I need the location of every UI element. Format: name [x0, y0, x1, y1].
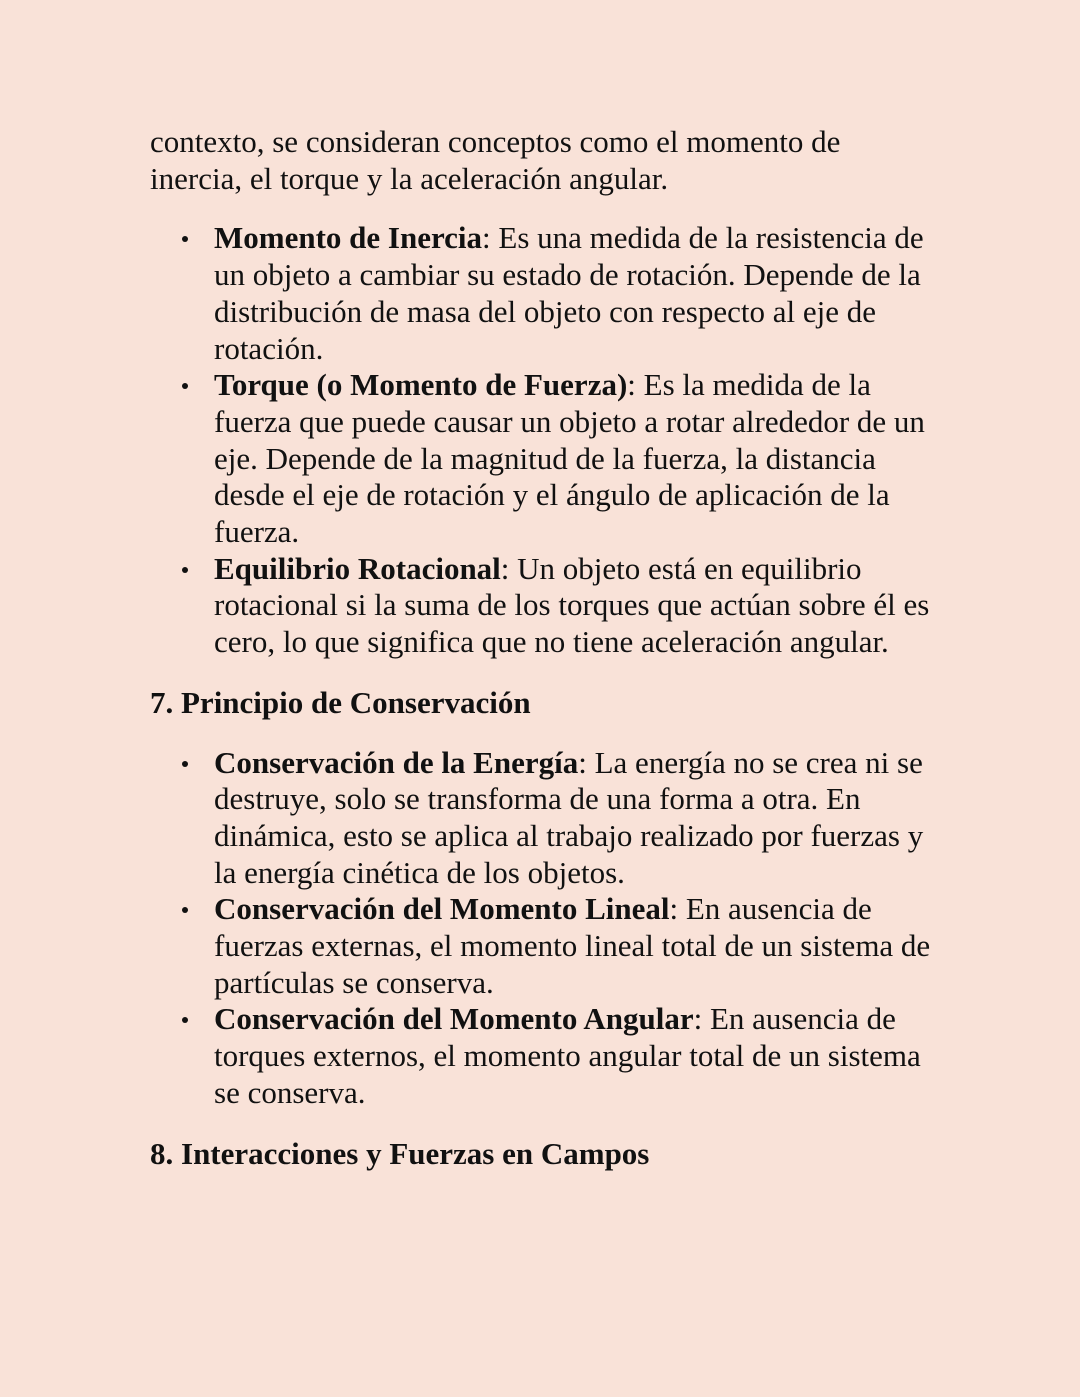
list-item [150, 367, 940, 551]
section-heading-7: 7. Principio de Conservación [150, 684, 531, 720]
bullet-icon [182, 567, 188, 573]
item-definition: : Es la medida de la fuerza que puede causar un objeto a rotar alrededor de un eje. Depende de la magnitud de la fuerza, la distancia desde el eje de rotación y el ángulo de aplicación de la fuerza. [214, 367, 925, 550]
item-definition: : En ausencia de torques externos, el momento angular total de un sistema se conserva. [214, 1001, 921, 1110]
item-definition: : En ausencia de fuerzas externas, el momento lineal total de un sistema de partículas se conserva. [214, 891, 931, 1000]
item-term: Conservación de la Energía [214, 744, 579, 780]
item-term: Torque (o Momento de Fuerza) [214, 367, 628, 403]
bullet-icon [182, 1017, 188, 1023]
item-term: Equilibrio Rotacional [214, 550, 501, 586]
rotational-concepts-list [150, 220, 940, 660]
list-item [150, 220, 940, 367]
list-item [150, 891, 940, 1001]
bullet-icon [182, 761, 188, 767]
item-term: Conservación del Momento Lineal [214, 891, 670, 927]
item-definition: : Un objeto está en equilibrio rotacional si la suma de los torques que actúan sobre él es cero, lo que significa que no tiene aceleración angular. [214, 550, 930, 660]
section-heading-8: 8. Interacciones y Fuerzas en Campos [150, 1135, 650, 1171]
bullet-icon [182, 236, 188, 242]
item-term: Momento de Inercia [214, 220, 483, 256]
intro-paragraph: contexto, se consideran conceptos como el momento de inercia, el torque y la aceleración angular. [150, 124, 841, 196]
bullet-icon [182, 907, 188, 913]
list-item [150, 745, 940, 892]
list-item [150, 1001, 940, 1111]
document-page [150, 124, 940, 1172]
item-term: Conservación del Momento Angular [214, 1001, 694, 1037]
list-item [150, 551, 940, 661]
conservation-list [150, 745, 940, 1112]
bullet-icon [182, 383, 188, 389]
item-definition: : La energía no se crea ni se destruye, solo se transforma de una forma a otra. En dinámica, esto se aplica al trabajo realizado por fuerzas y la energía cinética de los objetos. [214, 744, 924, 890]
item-definition: : Es una medida de la resistencia de un objeto a cambiar su estado de rotación. Depende de la distribución de masa del objeto con respecto al eje de rotación. [214, 220, 924, 366]
